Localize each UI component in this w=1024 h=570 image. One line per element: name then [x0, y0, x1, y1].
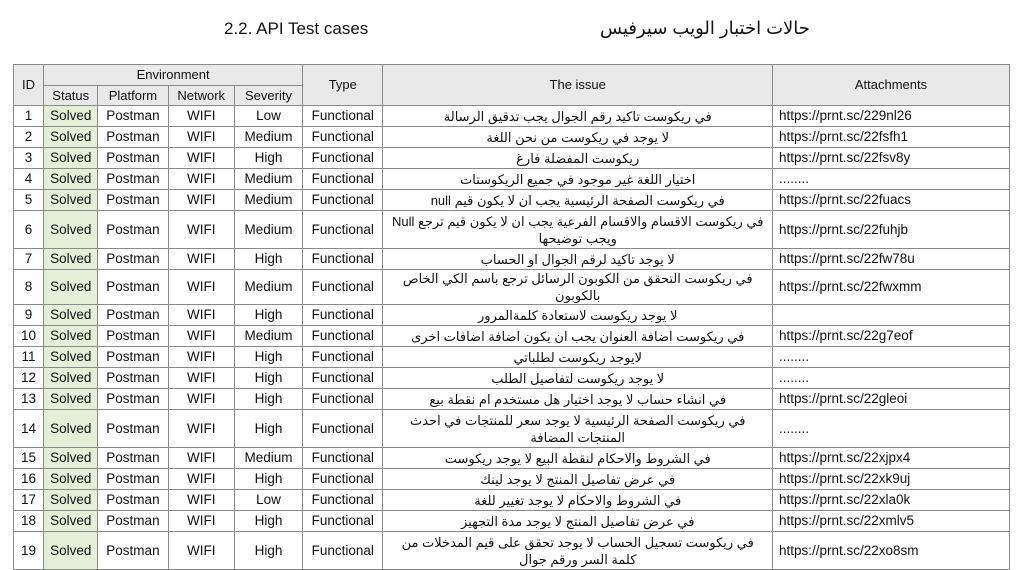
header-environment: Environment	[44, 65, 303, 86]
cell-status: Solved	[44, 169, 98, 190]
table-row	[14, 190, 1010, 211]
table-row	[14, 148, 1010, 169]
cell-id: 13	[14, 389, 44, 410]
cell-platform: Postman	[98, 106, 168, 127]
cell-type: Functional	[303, 270, 383, 305]
cell-platform: Postman	[98, 389, 168, 410]
cell-attachment[interactable]: https://prnt.sc/22xo8sm	[772, 532, 1009, 570]
cell-issue: في الشروط والاحكام لا يوجد تغيير للغة	[383, 490, 773, 511]
cell-severity: High	[234, 469, 302, 490]
cell-attachment	[772, 305, 1009, 326]
cell-status: Solved	[44, 305, 98, 326]
cell-status: Solved	[44, 211, 98, 249]
cell-issue: في ريكوست تاكيد رقم الجوال يجب تدقيق الرسالة	[383, 106, 773, 127]
cell-platform: Postman	[98, 469, 168, 490]
cell-platform: Postman	[98, 347, 168, 368]
section-title-ar: حالات اختبار الويب سيرفيس	[600, 18, 810, 38]
cell-platform: Postman	[98, 127, 168, 148]
cell-severity: High	[234, 347, 302, 368]
cell-status: Solved	[44, 410, 98, 448]
cell-platform: Postman	[98, 448, 168, 469]
cell-id: 18	[14, 511, 44, 532]
cell-network: WIFI	[168, 532, 234, 570]
cell-type: Functional	[303, 305, 383, 326]
cell-network: WIFI	[168, 469, 234, 490]
cell-type: Functional	[303, 511, 383, 532]
cell-attachment[interactable]: https://prnt.sc/22fuacs	[772, 190, 1009, 211]
cell-attachment[interactable]: https://prnt.sc/22g7eof	[772, 326, 1009, 347]
table-row	[14, 270, 1010, 305]
cell-attachment[interactable]: https://prnt.sc/22xjpx4	[772, 448, 1009, 469]
cell-network: WIFI	[168, 511, 234, 532]
cell-attachment[interactable]: https://prnt.sc/22fwxmm	[772, 270, 1009, 305]
header-severity: Severity	[234, 86, 302, 106]
cell-issue: في ريكوست الصفحة الرئيسية يجب ان لا يكون قيم null	[383, 190, 773, 211]
header-attachments: Attachments	[772, 65, 1009, 106]
cell-id: 5	[14, 190, 44, 211]
table-row	[14, 305, 1010, 326]
cell-severity: High	[234, 368, 302, 389]
cell-severity: Low	[234, 490, 302, 511]
cell-attachment[interactable]: https://prnt.sc/22gleoi	[772, 389, 1009, 410]
cell-id: 2	[14, 127, 44, 148]
cell-type: Functional	[303, 127, 383, 148]
cell-network: WIFI	[168, 410, 234, 448]
table-row	[14, 127, 1010, 148]
cell-type: Functional	[303, 190, 383, 211]
cell-type: Functional	[303, 169, 383, 190]
cell-severity: High	[234, 389, 302, 410]
cell-severity: High	[234, 148, 302, 169]
cell-status: Solved	[44, 532, 98, 570]
table-row	[14, 169, 1010, 190]
cell-type: Functional	[303, 490, 383, 511]
cell-network: WIFI	[168, 211, 234, 249]
cell-status: Solved	[44, 190, 98, 211]
header-id: ID	[14, 65, 44, 106]
cell-network: WIFI	[168, 127, 234, 148]
cell-issue: في عرض تفاصيل المنتج لا يوجد لينك	[383, 469, 773, 490]
cell-issue: في عرض تفاصيل المنتج لا يوجد مدة التجهيز	[383, 511, 773, 532]
cell-id: 9	[14, 305, 44, 326]
cell-severity: High	[234, 532, 302, 570]
cell-issue: في ريكوست اضافة العنوان يجب ان يكون اضافة اضافات اخرى	[383, 326, 773, 347]
cell-type: Functional	[303, 532, 383, 570]
cell-severity: High	[234, 410, 302, 448]
cell-status: Solved	[44, 368, 98, 389]
cell-issue: في انشاء حساب لا يوجد اختيار هل مستخدم ام نقطة بيع	[383, 389, 773, 410]
cell-platform: Postman	[98, 326, 168, 347]
cell-status: Solved	[44, 326, 98, 347]
cell-attachment[interactable]: https://prnt.sc/229nl26	[772, 106, 1009, 127]
cell-type: Functional	[303, 368, 383, 389]
cell-platform: Postman	[98, 148, 168, 169]
cell-type: Functional	[303, 410, 383, 448]
cell-issue: في ريكوست الصفحة الرئيسية لا يوجد سعر للمنتجات في احدث المنتجات المضافة	[383, 410, 773, 448]
cell-id: 3	[14, 148, 44, 169]
cell-status: Solved	[44, 106, 98, 127]
header-issue: The issue	[383, 65, 773, 106]
cell-attachment: ........	[772, 368, 1009, 389]
cell-platform: Postman	[98, 211, 168, 249]
cell-platform: Postman	[98, 368, 168, 389]
cell-issue: لا يوجد في ريكوست من نحن اللغة	[383, 127, 773, 148]
cell-platform: Postman	[98, 511, 168, 532]
table-row	[14, 249, 1010, 270]
section-title-en: 2.2. API Test cases	[224, 19, 369, 38]
cell-platform: Postman	[98, 169, 168, 190]
table-row	[14, 532, 1010, 570]
cell-network: WIFI	[168, 305, 234, 326]
cell-status: Solved	[44, 448, 98, 469]
cell-attachment: ........	[772, 347, 1009, 368]
cell-id: 6	[14, 211, 44, 249]
cell-issue: في ريكوست تسجيل الحساب لا يوجد تحقق على قيم المدخلات من كلمة السر ورقم جوال	[383, 532, 773, 570]
cell-issue: في ريكوست الاقسام والاقسام الفرعية يجب ان لا يكون قيم ترجع Null ويجب توضيحها	[383, 211, 773, 249]
cell-attachment[interactable]: https://prnt.sc/22xk9uj	[772, 469, 1009, 490]
cell-issue: لا يوجد ريكوست لاستعادة كلمةالمرور	[383, 305, 773, 326]
cell-network: WIFI	[168, 490, 234, 511]
cell-network: WIFI	[168, 106, 234, 127]
cell-network: WIFI	[168, 148, 234, 169]
cell-status: Solved	[44, 511, 98, 532]
cell-attachment[interactable]: https://prnt.sc/22fsv8y	[772, 148, 1009, 169]
table-row	[14, 410, 1010, 448]
cell-id: 8	[14, 270, 44, 305]
cell-id: 17	[14, 490, 44, 511]
cell-network: WIFI	[168, 249, 234, 270]
cell-platform: Postman	[98, 490, 168, 511]
cell-severity: Low	[234, 106, 302, 127]
cell-type: Functional	[303, 469, 383, 490]
cell-network: WIFI	[168, 347, 234, 368]
cell-type: Functional	[303, 326, 383, 347]
cell-platform: Postman	[98, 249, 168, 270]
cell-issue: ريكوست المفضلة فارغ	[383, 148, 773, 169]
cell-type: Functional	[303, 347, 383, 368]
cell-network: WIFI	[168, 368, 234, 389]
cell-status: Solved	[44, 389, 98, 410]
cell-attachment[interactable]: https://prnt.sc/22xla0k	[772, 490, 1009, 511]
cell-platform: Postman	[98, 190, 168, 211]
cell-issue: في ريكوست التحقق من الكوبون الرسائل ترجع باسم الكي الخاص بالكوبون	[383, 270, 773, 305]
cell-severity: Medium	[234, 169, 302, 190]
cell-severity: Medium	[234, 270, 302, 305]
table-row	[14, 211, 1010, 249]
cell-id: 10	[14, 326, 44, 347]
cell-severity: Medium	[234, 127, 302, 148]
cell-network: WIFI	[168, 270, 234, 305]
cell-status: Solved	[44, 347, 98, 368]
cell-attachment: ........	[772, 410, 1009, 448]
cell-attachment[interactable]: https://prnt.sc/22fw78u	[772, 249, 1009, 270]
cell-id: 19	[14, 532, 44, 570]
cell-id: 11	[14, 347, 44, 368]
cell-platform: Postman	[98, 270, 168, 305]
table-row	[14, 448, 1010, 469]
cell-type: Functional	[303, 448, 383, 469]
cell-status: Solved	[44, 127, 98, 148]
cell-type: Functional	[303, 249, 383, 270]
test-cases-table	[13, 64, 1010, 570]
cell-severity: Medium	[234, 190, 302, 211]
cell-issue: لا يوجد تاكيد لرقم الجوال او الحساب	[383, 249, 773, 270]
cell-severity: High	[234, 511, 302, 532]
cell-issue: اختيار اللغة غير موجود في جميع الريكوستات	[383, 169, 773, 190]
header-status: Status	[44, 86, 98, 106]
cell-attachment[interactable]: https://prnt.sc/22fuhjb	[772, 211, 1009, 249]
table-row	[14, 106, 1010, 127]
cell-attachment[interactable]: https://prnt.sc/22fsfh1	[772, 127, 1009, 148]
cell-status: Solved	[44, 270, 98, 305]
table-row	[14, 368, 1010, 389]
cell-id: 14	[14, 410, 44, 448]
cell-network: WIFI	[168, 389, 234, 410]
cell-id: 1	[14, 106, 44, 127]
header-type: Type	[303, 65, 383, 106]
cell-id: 16	[14, 469, 44, 490]
cell-severity: High	[234, 249, 302, 270]
cell-attachment: ........	[772, 169, 1009, 190]
table-row	[14, 347, 1010, 368]
cell-network: WIFI	[168, 448, 234, 469]
cell-network: WIFI	[168, 169, 234, 190]
cell-platform: Postman	[98, 305, 168, 326]
cell-issue: لا يوجد ريكوست لتفاصيل الطلب	[383, 368, 773, 389]
cell-status: Solved	[44, 490, 98, 511]
table-row	[14, 490, 1010, 511]
cell-severity: High	[234, 305, 302, 326]
cell-attachment[interactable]: https://prnt.sc/22xmlv5	[772, 511, 1009, 532]
cell-type: Functional	[303, 211, 383, 249]
cell-severity: Medium	[234, 211, 302, 249]
table-row	[14, 326, 1010, 347]
table-row	[14, 469, 1010, 490]
cell-type: Functional	[303, 148, 383, 169]
cell-type: Functional	[303, 106, 383, 127]
cell-id: 7	[14, 249, 44, 270]
cell-platform: Postman	[98, 410, 168, 448]
cell-status: Solved	[44, 249, 98, 270]
cell-id: 15	[14, 448, 44, 469]
cell-status: Solved	[44, 148, 98, 169]
cell-network: WIFI	[168, 326, 234, 347]
cell-id: 4	[14, 169, 44, 190]
table-row	[14, 511, 1010, 532]
table-row	[14, 389, 1010, 410]
cell-status: Solved	[44, 469, 98, 490]
cell-issue: لايوجد ريكوست لطلباتي	[383, 347, 773, 368]
cell-severity: Medium	[234, 448, 302, 469]
header-network: Network	[168, 86, 234, 106]
cell-issue: في الشروط والاحكام لنقطة البيع لا يوجد ريكوست	[383, 448, 773, 469]
cell-severity: Medium	[234, 326, 302, 347]
cell-type: Functional	[303, 389, 383, 410]
header-platform: Platform	[98, 86, 168, 106]
cell-platform: Postman	[98, 532, 168, 570]
cell-network: WIFI	[168, 190, 234, 211]
cell-id: 12	[14, 368, 44, 389]
